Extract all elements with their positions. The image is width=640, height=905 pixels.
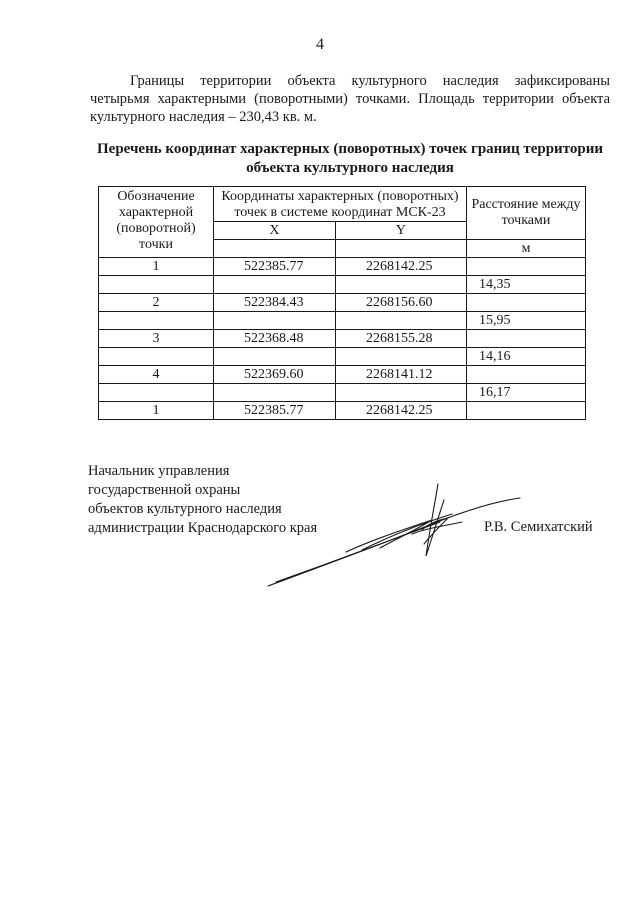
- empty-cell: [99, 276, 214, 294]
- empty-cell: [99, 348, 214, 366]
- point-label: 4: [99, 366, 214, 384]
- point-x: 522368.48: [214, 330, 336, 348]
- point-y: 2268155.28: [335, 330, 466, 348]
- signatory-name: Р.В. Семихатский: [484, 519, 593, 535]
- empty-cell: [335, 348, 466, 366]
- table-row: [99, 366, 586, 384]
- point-x: 522385.77: [214, 402, 336, 420]
- point-label: 1: [99, 258, 214, 276]
- handwritten-signature: [262, 478, 532, 598]
- empty-cell: [467, 330, 586, 348]
- distance-value: 16,17: [467, 384, 586, 402]
- point-x: 522369.60: [214, 366, 336, 384]
- point-label: 1: [99, 402, 214, 420]
- point-y: 2268142.25: [335, 258, 466, 276]
- empty-cell: [335, 312, 466, 330]
- point-x: 522384.43: [214, 294, 336, 312]
- empty-cell: [214, 348, 336, 366]
- empty-cell: [214, 312, 336, 330]
- point-y: 2268142.25: [335, 402, 466, 420]
- header-point: Обозначение характерной (поворотной) точки: [99, 187, 214, 258]
- signatory-title-line: Начальник управления: [88, 463, 230, 479]
- header-y: Y: [335, 222, 466, 240]
- distance-value: 15,95: [467, 312, 586, 330]
- point-y: 2268156.60: [335, 294, 466, 312]
- table-row: [99, 402, 586, 420]
- point-label: 2: [99, 294, 214, 312]
- header-x: X: [214, 222, 336, 240]
- intro-paragraph: Границы территории объекта культурного наследия зафиксированы четырьмя характерными (поворотными) точками. Площадь территории объекта культурного наследия – 230,43 кв. м.: [90, 73, 610, 125]
- point-label: 3: [99, 330, 214, 348]
- coordinates-table: [98, 186, 586, 420]
- table-row-distance: [99, 384, 586, 402]
- header-coordinates: Координаты характерных (поворотных) точек в системе координат МСК-23: [214, 187, 467, 222]
- empty-cell: [467, 366, 586, 384]
- point-y: 2268141.12: [335, 366, 466, 384]
- header-distance-unit: м: [467, 240, 586, 258]
- empty-cell: [214, 276, 336, 294]
- table-row-distance: [99, 312, 586, 330]
- empty-cell: [99, 384, 214, 402]
- signatory-title-line: администрации Краснодарского края: [88, 520, 318, 536]
- table-row-distance: [99, 276, 586, 294]
- empty-cell: [335, 240, 466, 258]
- empty-cell: [335, 276, 466, 294]
- header-distance: Расстояние между точками: [467, 187, 586, 240]
- empty-cell: [467, 294, 586, 312]
- signatory-title-line: государственной охраны: [88, 482, 241, 498]
- empty-cell: [467, 402, 586, 420]
- empty-cell: [214, 240, 336, 258]
- distance-value: 14,16: [467, 348, 586, 366]
- table-row-distance: [99, 348, 586, 366]
- empty-cell: [467, 258, 586, 276]
- table-header-row: [99, 187, 586, 222]
- point-x: 522385.77: [214, 258, 336, 276]
- table-row: [99, 294, 586, 312]
- table-heading: Перечень координат характерных (поворотных) точек границ территории объекта культурного наследия: [97, 141, 603, 176]
- empty-cell: [335, 384, 466, 402]
- distance-value: 14,35: [467, 276, 586, 294]
- signatory-title-line: объектов культурного наследия: [88, 501, 282, 517]
- empty-cell: [214, 384, 336, 402]
- table-row: [99, 258, 586, 276]
- empty-cell: [99, 312, 214, 330]
- page-number: 4: [316, 36, 324, 53]
- table-row: [99, 330, 586, 348]
